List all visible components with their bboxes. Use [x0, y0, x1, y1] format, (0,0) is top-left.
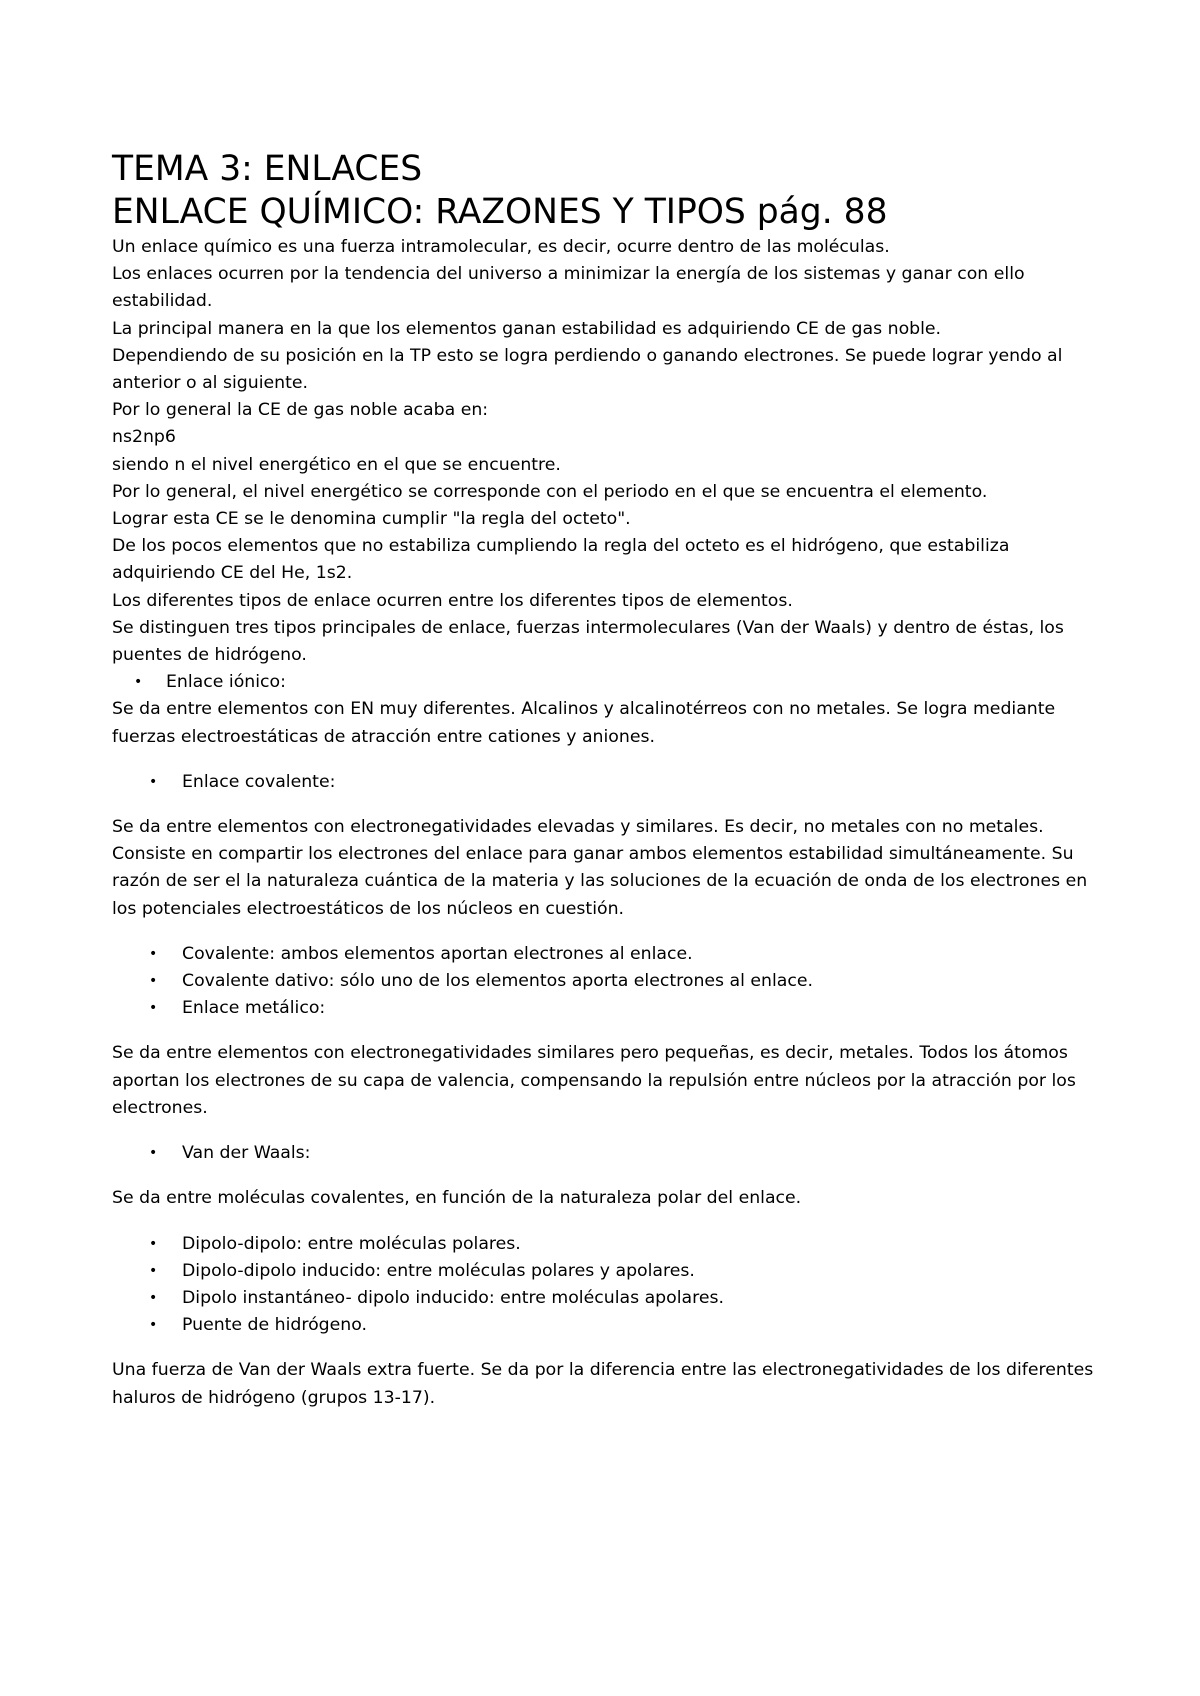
list-item	[112, 995, 1102, 1022]
intro-paragraph: Un enlace químico es una fuerza intramolecular, es decir, ocurre dentro de las moléculas.	[112, 237, 890, 257]
intro-paragraph: Por lo general la CE de gas noble acaba en:	[112, 400, 489, 421]
list-item-label: Enlace iónico:	[166, 672, 286, 693]
intro-paragraph: Lograr esta CE se le denomina cumplir "la regla del octeto".	[112, 509, 631, 530]
list-item	[112, 941, 1102, 968]
bullet-icon: •	[149, 1145, 158, 1162]
list-item-label: Covalente dativo: sólo uno de los elementos aporta electrones al enlace.	[182, 971, 814, 992]
list-item-label: Puente de hidrógeno.	[182, 1315, 367, 1336]
bullet-icon: •	[149, 1235, 158, 1252]
vdw-subtypes-list	[112, 1231, 1102, 1340]
intro-section	[112, 234, 1102, 669]
list-item-label: Enlace metálico:	[182, 998, 326, 1019]
topic-title: TEMA 3: ENLACES	[112, 149, 423, 189]
intro-paragraph: Los diferentes tipos de enlace ocurren entre los diferentes tipos de elementos.	[112, 590, 793, 611]
list-item	[112, 968, 1102, 995]
list-item-label: Van der Waals:	[182, 1143, 311, 1164]
intro-paragraph: Dependiendo de su posición en la TP esto se logra perdiendo o ganando electrones. Se puede lograr yendo al anterior o al siguiente.	[112, 345, 1063, 394]
bullet-icon: •	[149, 1000, 158, 1017]
list-item	[112, 1312, 1102, 1339]
bullet-icon: •	[134, 674, 143, 691]
vdw-bullet-list	[112, 1140, 1102, 1167]
list-item-label: Covalente: ambos elementos aportan electrones al enlace.	[182, 943, 693, 964]
list-item	[112, 1140, 1102, 1167]
list-item	[112, 669, 1102, 696]
covalent-description: Se da entre elementos con electronegatividades elevadas y similares. Es decir, no metales con no metales. Consiste en compartir los electrones del enlace para ganar ambos elementos estabilidad simultáneamente. Su razón de ser el la naturaleza cuántica de la materia y las soluciones de la ecuación de onda de los electrones en los potenciales electroestáticos de los núcleos en cuestión.	[112, 817, 1088, 919]
list-item-label: Dipolo instantáneo- dipolo inducido: entre moléculas apolares.	[182, 1287, 724, 1308]
section-title: ENLACE QUÍMICO: RAZONES Y TIPOS pág. 88	[112, 192, 888, 232]
intro-paragraph: Los enlaces ocurren por la tendencia del universo a minimizar la energía de los sistemas y ganar con ello estabilidad.	[112, 264, 1025, 312]
intro-paragraph: siendo n el nivel energético en el que se encuentre.	[112, 454, 561, 475]
list-item-label: Dipolo-dipolo: entre moléculas polares.	[182, 1233, 521, 1254]
bullet-icon: •	[149, 973, 158, 990]
bullet-icon: •	[149, 1262, 158, 1279]
covalent-subtypes-list	[112, 941, 1102, 1023]
covalent-bullet-list	[112, 769, 1102, 796]
bullet-icon: •	[149, 945, 158, 962]
intro-paragraph: De los pocos elementos que no estabiliza cumpliendo la regla del octeto es el hidrógeno, que estabiliza adquiriendo CE del He, 1s2.	[112, 536, 1010, 584]
list-item-label: Enlace covalente:	[182, 771, 336, 792]
list-item	[112, 769, 1102, 796]
list-item	[112, 1258, 1102, 1285]
ionic-description: Se da entre elementos con EN muy diferentes. Alcalinos y alcalinotérreos con no metales. Se logra mediante fuerzas electroestáticas de atracción entre cationes y aniones.	[112, 699, 1056, 747]
bullet-icon: •	[149, 1289, 158, 1306]
list-item	[112, 1285, 1102, 1312]
list-item-label: Dipolo-dipolo inducido: entre moléculas polares y apolares.	[182, 1260, 695, 1281]
ionic-bullet-list	[112, 669, 1102, 696]
list-item	[112, 1231, 1102, 1258]
vdw-description: Se da entre moléculas covalentes, en función de la naturaleza polar del enlace.	[112, 1188, 802, 1209]
bullet-icon: •	[149, 1317, 158, 1334]
metallic-description: Se da entre elementos con electronegatividades similares pero pequeñas, es decir, metales. Todos los átomos aportan los electrones de su capa de valencia, compensando la repulsión entre núcleos por la atracción por los electrones.	[112, 1043, 1076, 1118]
intro-paragraph: La principal manera en la que los elementos ganan estabilidad es adquiriendo CE de gas noble.	[112, 318, 942, 339]
document-page	[112, 148, 1102, 1412]
electron-configuration: ns2np6	[112, 427, 176, 448]
bullet-icon: •	[149, 773, 158, 790]
intro-paragraph: Se distinguen tres tipos principales de enlace, fuerzas intermoleculares (Van der Waals) y dentro de éstas, los puentes de hidrógeno.	[112, 617, 1064, 666]
hydrogen-bond-description: Una fuerza de Van der Waals extra fuerte. Se da por la diferencia entre las electronegatividades de los diferentes haluros de hidrógeno (grupos 13-17).	[112, 1360, 1094, 1408]
intro-paragraph: Por lo general, el nivel energético se corresponde con el periodo en el que se encuentra el elemento.	[112, 481, 988, 502]
